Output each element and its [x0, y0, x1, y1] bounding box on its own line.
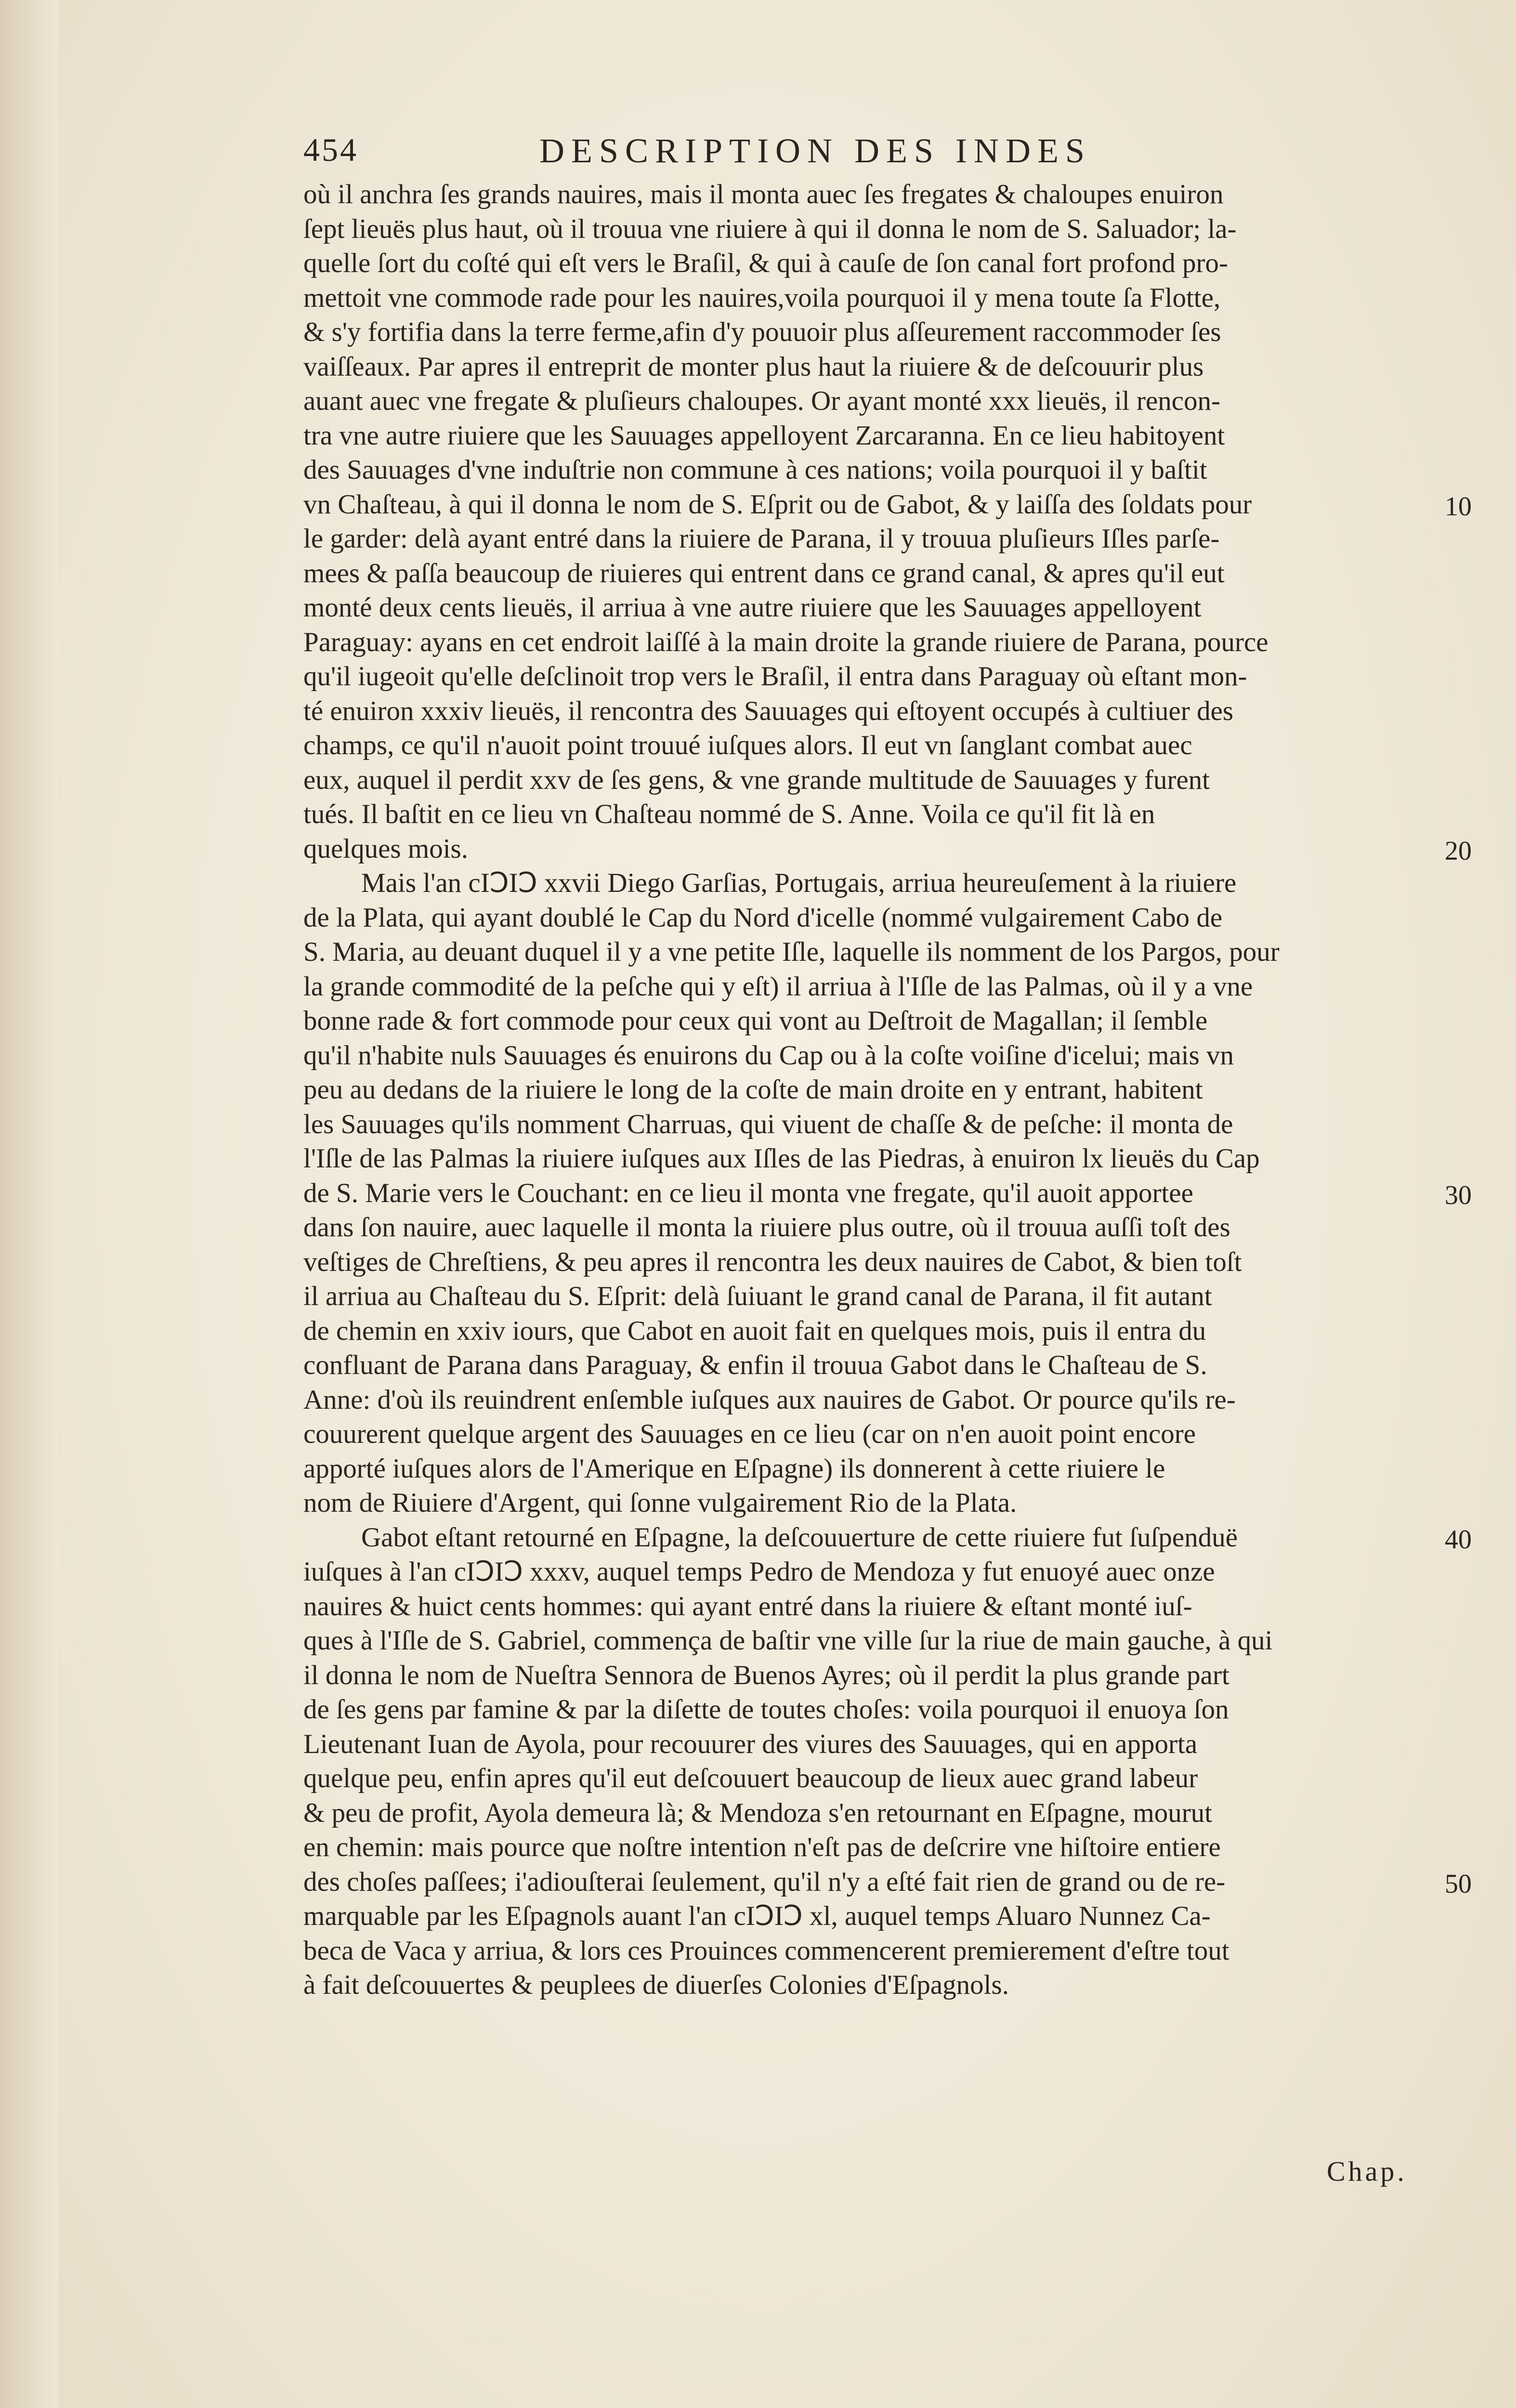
text-line: bonne rade & fort commode pour ceux qui vont au Deſtroit de Magallan; il ſemble [303, 1006, 1208, 1036]
text-line: de chemin en xxiv iours, que Cabot en auoit fait en quelques mois, puis il entra du [303, 1315, 1206, 1346]
text-line: il arriua au Chaſteau du S. Eſprit: delà ſuiuant le grand canal de Parana, il fit autant [303, 1281, 1212, 1311]
text-line: & peu de profit, Ayola demeura là; & Mendoza s'en retournant en Eſpagne, mourut [303, 1797, 1213, 1828]
text-line: qu'il iugeoit qu'elle deſclinoit trop vers le Braſil, il entra dans Paraguay où eſtant mon- [303, 661, 1247, 692]
text-line: tra vne autre riuiere que les Sauuages appelloyent Zarcaranna. En ce lieu habitoyent [303, 420, 1225, 451]
text-line: champs, ce qu'il n'auoit point trouué iuſques alors. Il eut vn ſanglant combat auec [303, 730, 1192, 760]
text-line: couurerent quelque argent des Sauuages en ce lieu (car on n'en auoit point encore [303, 1419, 1196, 1449]
text-line: quelque peu, enfin apres qu'il eut deſcouuert beaucoup de lieux auec grand labeur [303, 1763, 1198, 1793]
text-line: à fait deſcouuertes & peuplees de diuerſes Colonies d'Eſpagnols. [303, 1970, 1009, 2000]
text-line: le garder: delà ayant entré dans la riuiere de Parana, il y trouua pluſieurs Iſles parſe- [303, 523, 1220, 554]
text-line: monté deux cents lieuës, il arriua à vne autre riuiere que les Sauuages appelloyent [303, 592, 1202, 623]
text-line: marquable par les Eſpagnols auant l'an cIↃIↃ xl, auquel temps Aluaro Nunnez Ca- [303, 1901, 1211, 1931]
marginal-number: 30 [1445, 1180, 1472, 1210]
text-line: vn Chaſteau, à qui il donna le nom de S. Eſprit ou de Gabot, & y laiſſa des ſoldats pour [303, 489, 1252, 520]
text-line: mees & paſſa beaucoup de riuieres qui entrent dans ce grand canal, & apres qu'il eut [303, 558, 1225, 589]
body-text [303, 177, 1445, 2002]
page-gutter [0, 0, 58, 2408]
catchword: Chap. [1327, 2156, 1407, 2187]
text-line: & s'y fortifia dans la terre ferme,afin d'y pouuoir plus aſſeurement raccommoder ſes [303, 317, 1221, 347]
marginal-number: 10 [1445, 491, 1472, 522]
text-line: nom de Riuiere d'Argent, qui ſonne vulgairement Rio de la Plata. [303, 1488, 1017, 1518]
text-line: ques à l'Iſle de S. Gabriel, commença de baſtir vne ville ſur la riue de main gauche, à qui [303, 1625, 1273, 1656]
text-line: veſtiges de Chreſtiens, & peu apres il rencontra les deux nauires de Cabot, & bien toſt [303, 1246, 1242, 1277]
text-line: auant auec vne fregate & pluſieurs chaloupes. Or ayant monté xxx lieuës, il rencon- [303, 386, 1221, 416]
text-line: dans ſon nauire, auec laquelle il monta la riuiere plus outre, où il trouua auſſi toſt des [303, 1212, 1230, 1243]
text-line: tués. Il baſtit en ce lieu vn Chaſteau nommé de S. Anne. Voila ce qu'il fit là en [303, 799, 1155, 829]
text-line: confluant de Parana dans Paraguay, & enfin il trouua Gabot dans le Chaſteau de S. [303, 1350, 1207, 1380]
text-line: S. Maria, au deuant duquel il y a vne petite Iſle, laquelle ils nomment de los Pargos, pour [303, 937, 1280, 967]
text-line: ſept lieuës plus haut, où il trouua vne riuiere à qui il donna le nom de S. Saluador; la- [303, 213, 1237, 244]
bleed-through-text [337, 2114, 1397, 2143]
marginal-number: 20 [1445, 836, 1472, 866]
text-line: Gabot eſtant retourné en Eſpagne, la deſcouuerture de cette riuiere fut ſuſpenduë [361, 1522, 1238, 1553]
text-line: la grande commodité de la peſche qui y eſt) il arriua à l'Iſle de las Palmas, où il y a vne [303, 971, 1253, 1002]
text-line: nauires & huict cents hommes: qui ayant entré dans la riuiere & eſtant monté iuſ- [303, 1591, 1192, 1622]
text-line: de S. Marie vers le Couchant: en ce lieu il monta vne fregate, qu'il auoit apportee [303, 1178, 1193, 1208]
text-line: de ſes gens par famine & par la diſette de toutes choſes: voila pourquoi il enuoya ſon [303, 1694, 1229, 1725]
page-number: 454 [303, 131, 358, 168]
text-line: l'Iſle de las Palmas la riuiere iuſques aux Iſles de las Piedras, à enuiron lx lieuës du Cap [303, 1143, 1260, 1174]
text-line: iuſques à l'an cIↃIↃ xxxv, auquel temps Pedro de Mendoza y fut enuoyé auec onze [303, 1557, 1215, 1587]
marginal-number: 50 [1445, 1869, 1472, 1899]
text-line: de la Plata, qui ayant doublé le Cap du Nord d'icelle (nommé vulgairement Cabo de [303, 902, 1223, 933]
text-line: où il anchra ſes grands nauires, mais il monta auec ſes fregates & chaloupes enuiron [303, 179, 1224, 209]
text-line: des choſes paſſees; i'adiouſterai ſeulement, qu'il n'y a eſté fait rien de grand ou de re- [303, 1866, 1226, 1897]
text-line: Anne: d'où ils reuindrent enſemble iuſques aux nauires de Gabot. Or pource qu'ils re- [303, 1384, 1236, 1415]
text-line: té enuiron xxxiv lieuës, il rencontra des Sauuages qui eſtoyent occupés à cultiuer des [303, 695, 1234, 726]
bleed-through-text [337, 2143, 1397, 2172]
marginal-number: 40 [1445, 1524, 1472, 1555]
text-line: Lieutenant Iuan de Ayola, pour recouurer des viures des Sauuages, qui en apporta [303, 1728, 1198, 1759]
running-title: DESCRIPTION DES INDES [539, 131, 1092, 170]
text-line: vaiſſeaux. Par apres il entreprit de monter plus haut la riuiere & de deſcouurir plus [303, 351, 1204, 382]
text-line: peu au dedans de la riuiere le long de la coſte de main droite en y entrant, habitent [303, 1074, 1203, 1105]
text-line: les Sauuages qu'ils nomment Charruas, qui viuent de chaſſe & de peſche: il monta de [303, 1109, 1233, 1139]
page-header [303, 131, 1507, 179]
text-line: eux, auquel il perdit xxv de ſes gens, & vne grande multitude de Sauuages y furent [303, 764, 1210, 795]
text-line: il donna le nom de Nueſtra Sennora de Buenos Ayres; où il perdit la plus grande part [303, 1660, 1229, 1690]
text-line: Paraguay: ayans en cet endroit laiſſé à la main droite la grande riuiere de Parana, pource [303, 627, 1268, 657]
text-line: en chemin: mais pource que noſtre intention n'eſt pas de deſcrire vne hiſtoire entiere [303, 1832, 1221, 1862]
text-line: Mais l'an cIↃIↃ xxvii Diego Garſias, Portugais, arriua heureuſement à la riuiere [361, 868, 1237, 898]
text-line: quelques mois. [303, 833, 468, 864]
text-line: beca de Vaca y arriua, & lors ces Prouinces commencerent premierement d'eſtre tout [303, 1935, 1229, 1966]
text-line: apporté iuſques alors de l'Amerique en Eſpagne) ils donnerent à cette riuiere le [303, 1453, 1165, 1484]
text-line: des Sauuages d'vne induſtrie non commune à ces nations; voila pourquoi il y baſtit [303, 455, 1207, 485]
text-line: mettoit vne commode rade pour les nauires,voila pourquoi il y mena toute ſa Flotte, [303, 282, 1221, 313]
text-line: qu'il n'habite nuls Sauuages és enuirons du Cap ou à la coſte voiſine d'icelui; mais vn [303, 1040, 1234, 1071]
text-line: quelle ſort du coſté qui eſt vers le Braſil, & qui à cauſe de ſon canal fort profond pro- [303, 248, 1228, 278]
